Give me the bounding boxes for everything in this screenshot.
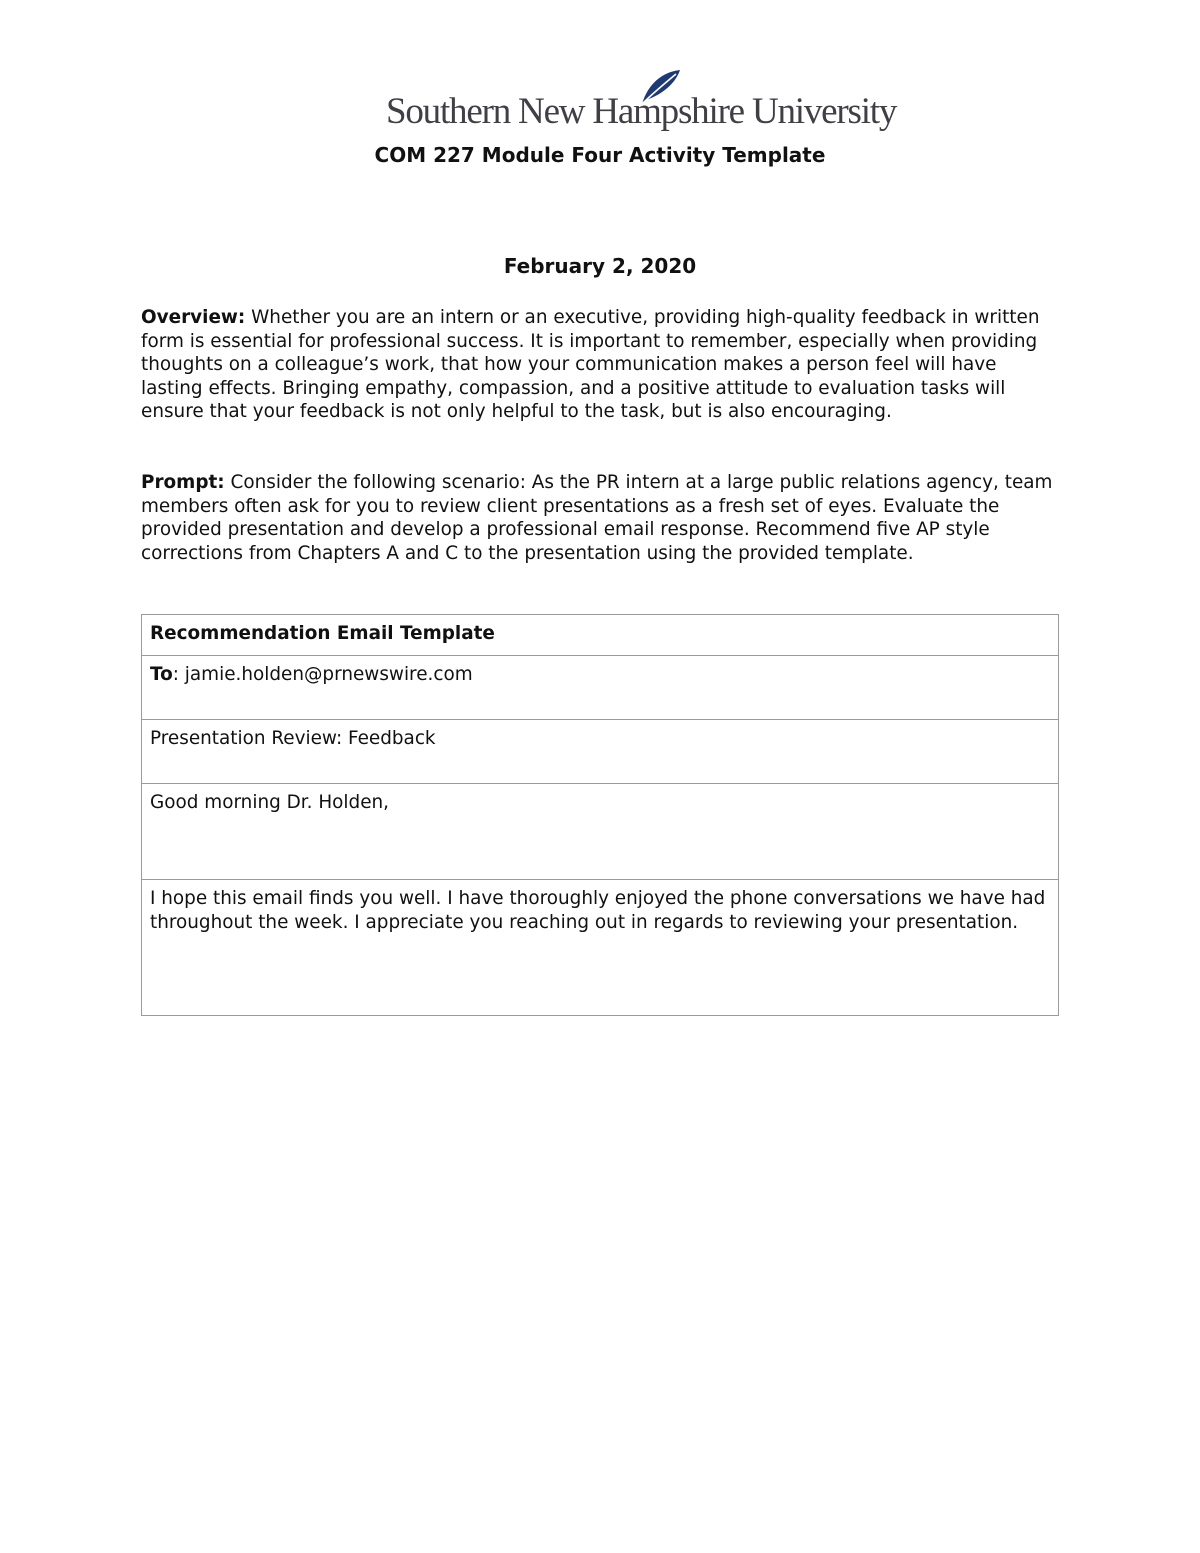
to-label: To (150, 664, 173, 685)
prompt-text: Consider the following scenario: As the PR intern at a large public relations agency, team members often ask for you to review client presentations as a fresh set of eyes. Evaluate the provided presentation and develop a professional email response. Recommend five AP style corrections from Chapters A and C to the presentation using the provided template. (141, 472, 1053, 564)
overview-paragraph (141, 306, 1059, 424)
table-row (142, 880, 1059, 1016)
to-value: : jamie.holden@prnewswire.com (172, 664, 473, 685)
prompt-paragraph (141, 471, 1059, 565)
greeting-cell: Good morning Dr. Holden, (142, 784, 1059, 880)
subject-cell: Presentation Review: Feedback (142, 720, 1059, 784)
prompt-label: Prompt: (141, 472, 225, 493)
document-date: February 2, 2020 (503, 254, 697, 278)
table-row (142, 615, 1059, 656)
table-header-cell: Recommendation Email Template (142, 615, 1059, 656)
email-template-table (141, 614, 1059, 1016)
document-title: COM 227 Module Four Activity Template (374, 143, 826, 167)
logo-wordmark: Southern New Hampshire University (386, 91, 897, 132)
body-cell: I hope this email finds you well. I have thoroughly enjoyed the phone conversations we have had throughout the week. I appreciate you reaching out in regards to reviewing your presentation. (142, 880, 1059, 1016)
table-row (142, 784, 1059, 880)
overview-label: Overview: (141, 307, 246, 328)
overview-text: Whether you are an intern or an executive, providing high-quality feedback in written form is essential for professional success. It is important to remember, especially when providing thoughts on a colleague’s work, that how your communication makes a person feel will have lasting effects. Bringing empathy, compassion, and a positive attitude to evaluation tasks will ensure that your feedback is not only helpful to the task, but is also encouraging. (141, 307, 1040, 422)
table-row (142, 720, 1059, 784)
to-cell (142, 656, 1059, 720)
university-logo (386, 68, 897, 138)
table-row (142, 656, 1059, 720)
